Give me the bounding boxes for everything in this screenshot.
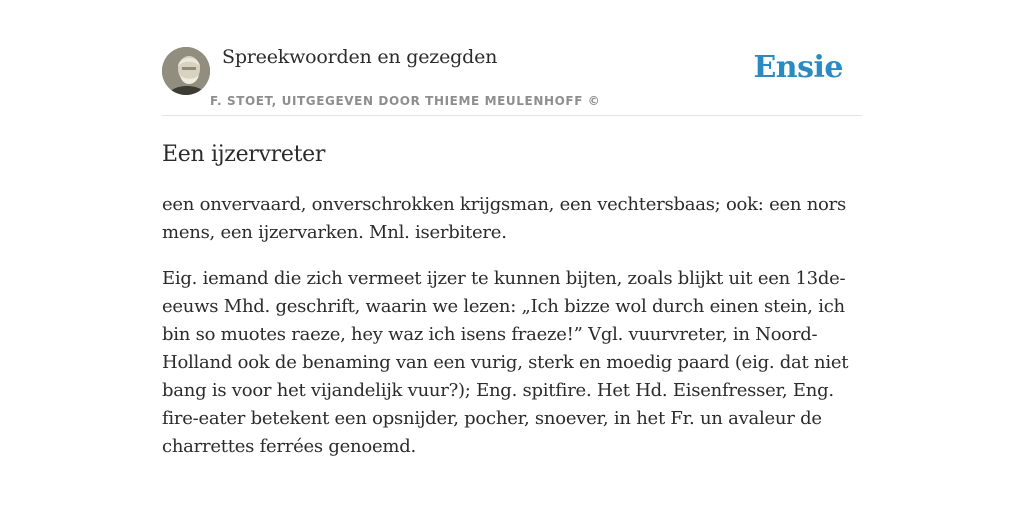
source-header [162, 44, 862, 116]
ensie-logo[interactable]: Ensie [753, 50, 843, 85]
source-title[interactable]: Spreekwoorden en gezegden [222, 46, 498, 68]
entry-paragraph-1: een onvervaard, onverschrokken krijgsman, een vechtersbaas; ook: een nors mens, een ijzervarken. Mnl. iserbitere. [162, 194, 846, 243]
author-avatar [162, 47, 210, 95]
entry-paragraph-2: Eig. iemand die zich vermeet ijzer te kunnen bijten, zoals blijkt uit een 13de-eeuws Mhd. geschrift, waarin we lezen: „Ich bizze wol durch einen stein, ich bin so muotes raeze, hey waz ich isens fraeze!” Vgl. vuurvreter, in Noord-Holland ook de benaming van een vurig, sterk en moedig paard (eig. dat niet bang is voor het vijandelijk vuur?); Eng. spitfire. Het Hd. Eisenfresser, Eng. fire-eater betekent een opsnijder, pocher, snoever, in het Fr. un avaleur de charrettes ferrées genoemd. [162, 268, 849, 457]
entry-card [162, 44, 862, 461]
entry-title: Een ijzervreter [162, 142, 326, 167]
source-credit: F. STOET, UITGEGEVEN DOOR THIEME MEULENHOFF © [210, 94, 601, 108]
